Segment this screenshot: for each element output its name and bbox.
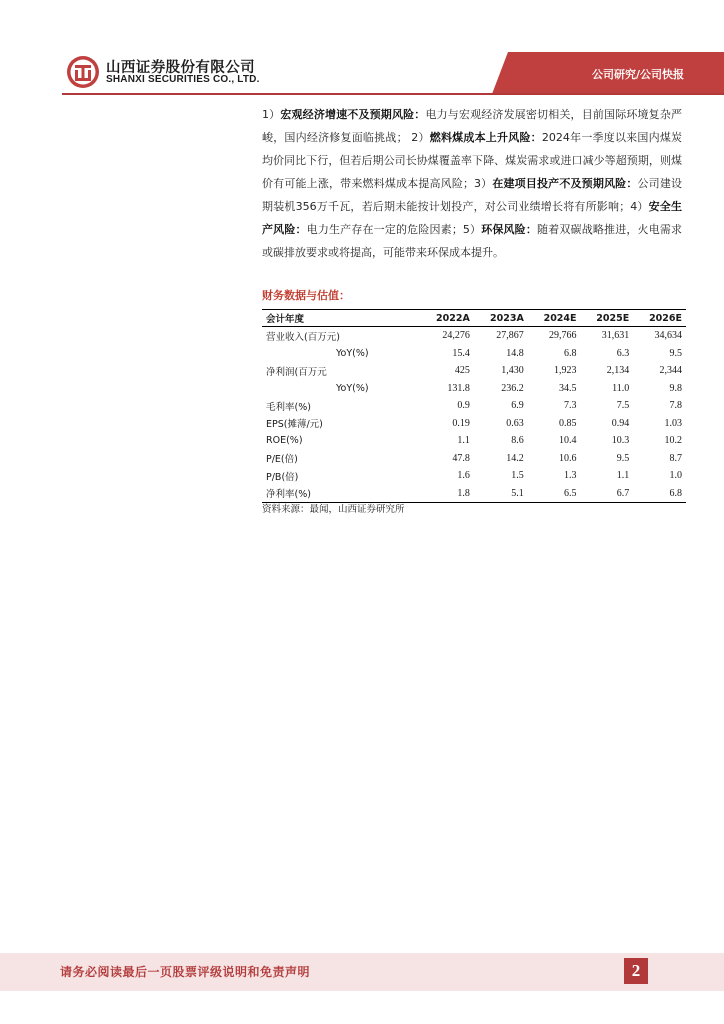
data-source-note: 资料来源：最闻，山西证券研究所 — [262, 504, 405, 515]
risk-2-title: 燃料煤成本上升风险： — [429, 131, 542, 144]
table-cell: 14.2 — [506, 452, 524, 464]
table-cell: 1.1 — [457, 435, 470, 447]
table-cell: 1.8 — [420, 485, 474, 503]
table-cell: 10.6 — [559, 452, 577, 464]
table-row — [262, 397, 686, 415]
risk-2-num: 2） — [411, 131, 430, 144]
footer-disclaimer: 请务必阅读最后一页股票评级说明和免责声明 — [60, 965, 311, 979]
table-cell: 1,923 — [554, 365, 577, 377]
table-cell: 1.0 — [669, 470, 682, 482]
header-rule — [62, 93, 724, 95]
row-label: P/E(倍) — [266, 454, 298, 466]
table-cell: 47.8 — [452, 452, 470, 464]
table-header-year: 2023A — [474, 310, 528, 327]
table-cell: 6.7 — [581, 485, 634, 503]
row-label: 毛利率(%) — [266, 401, 311, 413]
table-cell: 6.3 — [616, 347, 630, 359]
table-row — [262, 450, 686, 468]
risk-4-num: 4） — [630, 200, 649, 213]
table-cell: 236.2 — [501, 382, 524, 394]
risk-1-num: 1） — [262, 108, 281, 121]
risk-paragraph — [262, 103, 682, 264]
logo-emblem-icon — [66, 55, 100, 89]
table-cell: 24,276 — [442, 330, 470, 342]
risk-5-num: 5） — [462, 223, 482, 236]
table-header-row — [262, 310, 686, 327]
table-cell: 131.8 — [447, 382, 470, 394]
table-row — [262, 327, 686, 345]
table-cell: 6.8 — [633, 485, 686, 503]
risk-3-num: 3） — [474, 177, 493, 190]
table-cell: 8.7 — [669, 452, 682, 464]
table-row — [262, 415, 686, 433]
table-cell: 0.94 — [611, 417, 630, 429]
table-cell: 10.2 — [664, 435, 682, 447]
table-cell: 0.85 — [559, 417, 577, 429]
table-header-year: 2024E — [528, 310, 581, 327]
table-cell: 29,766 — [549, 330, 577, 342]
table-cell: 9.5 — [616, 452, 630, 464]
financial-table — [262, 309, 686, 503]
risk-5-title: 环保风险： — [481, 223, 538, 236]
table-cell: 6.9 — [511, 400, 524, 412]
table-row — [262, 345, 686, 363]
row-label: 净利润(百万元 — [266, 366, 327, 378]
company-name-cn: 山西证券股份有限公司 — [106, 60, 255, 76]
table-row — [262, 485, 686, 503]
row-label: YoY(%) — [336, 382, 369, 394]
table-cell: 0.9 — [457, 400, 470, 412]
row-label: 营业收入(百万元) — [266, 331, 340, 343]
table-cell: 7.8 — [669, 400, 682, 412]
row-label: YoY(%) — [336, 347, 369, 359]
table-cell: 2,344 — [659, 365, 682, 377]
table-cell: 1.5 — [511, 470, 524, 482]
table-header-year: 2025E — [581, 310, 634, 327]
table-cell: 34.5 — [559, 382, 577, 394]
row-label: ROE(%) — [266, 435, 303, 447]
table-cell: 9.5 — [669, 347, 682, 359]
table-header-year: 2022A — [420, 310, 474, 327]
row-label: EPS(摊薄/元) — [266, 419, 323, 431]
table-row — [262, 467, 686, 485]
table-cell: 31,631 — [601, 330, 630, 342]
table-cell: 34,634 — [654, 330, 682, 342]
table-cell: 1.1 — [616, 470, 630, 482]
table-cell: 10.4 — [559, 435, 577, 447]
row-label: P/B(倍) — [266, 471, 299, 483]
table-row — [262, 362, 686, 380]
row-label: 净利率(%) — [262, 485, 420, 503]
table-row — [262, 432, 686, 450]
section-title: 财务数据与估值： — [262, 289, 350, 302]
table-cell: 7.3 — [564, 400, 577, 412]
report-category: 公司研究/公司快报 — [591, 68, 684, 81]
risk-4-title: 安全生产风险： — [262, 200, 683, 236]
table-cell: 14.8 — [506, 347, 524, 359]
table-cell: 8.6 — [511, 435, 524, 447]
table-cell: 10.3 — [611, 435, 630, 447]
table-header-label: 会计年度 — [262, 310, 420, 327]
risk-1-title: 宏观经济增速不及预期风险： — [280, 108, 426, 121]
page-number: 2 — [624, 958, 648, 984]
table-cell: 1.3 — [564, 470, 577, 482]
risk-2-text: 2024年一季度以来国内煤炭均价同比下行，但若后期公司长协煤覆盖率下降、煤炭需求或进口减少等超预期，则煤价有可能上涨，带来燃料煤成本提高风险； — [262, 131, 683, 190]
table-cell: 1.03 — [664, 417, 682, 429]
table-cell: 0.63 — [506, 417, 524, 429]
table-cell: 9.8 — [669, 382, 682, 394]
table-cell: 6.8 — [564, 347, 577, 359]
risk-3-text: 公司建设期装机356万千瓦，若后期未能按计划投产，对公司业绩增长将有所影响； — [262, 177, 683, 213]
table-cell: 7.5 — [616, 400, 630, 412]
company-name-en: SHANXI SECURITIES CO., LTD. — [106, 74, 260, 85]
table-cell: 2,134 — [606, 365, 630, 377]
table-cell: 5.1 — [474, 485, 528, 503]
company-logo — [66, 55, 286, 89]
risk-4-text: 电力生产存在一定的危险因素； — [306, 223, 463, 236]
table-row — [262, 380, 686, 398]
table-cell: 425 — [454, 365, 470, 377]
table-cell: 15.4 — [452, 347, 470, 359]
table-cell: 0.19 — [452, 417, 470, 429]
table-cell: 11.0 — [612, 382, 630, 394]
table-header-year: 2026E — [633, 310, 686, 327]
risk-5-text: 随着双碳战略推进，火电需求或碳排放要求或将提高，可能带来环保成本提升。 — [262, 223, 683, 259]
risk-3-title: 在建项目投产不及预期风险： — [492, 177, 638, 190]
table-cell: 1,430 — [501, 365, 524, 377]
table-cell: 27,867 — [496, 330, 524, 342]
table-cell: 1.6 — [457, 470, 470, 482]
risk-1-text: 电力与宏观经济发展密切相关，目前国际环境复杂严峻，国内经济修复面临挑战； — [262, 108, 683, 144]
table-cell: 6.5 — [528, 485, 581, 503]
